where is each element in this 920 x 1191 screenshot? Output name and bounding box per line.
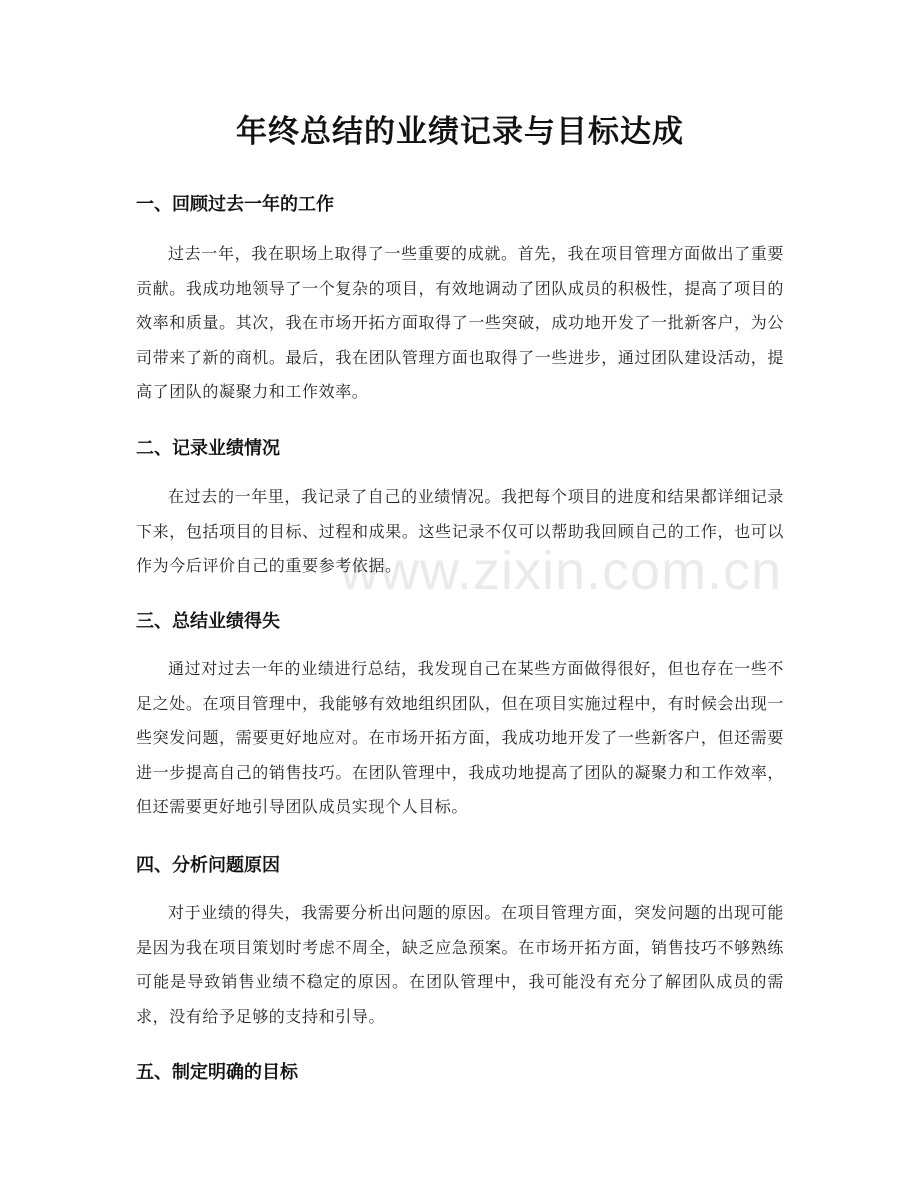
section-paragraph-2: 在过去的一年里，我记录了自己的业绩情况。我把每个项目的进度和结果都详细记录下来，包括项目的目标、过程和成果。这些记录不仅可以帮助我回顾自己的工作，也可以作为今后评价自己的重要参考依据。 <box>136 487 784 575</box>
watermark: www.zixin.com.cn <box>340 541 783 601</box>
section-paragraph-4: 对于业绩的得失，我需要分析出问题的原因。在项目管理方面，突发问题的出现可能是因为我在项目策划时考虑不周全，缺乏应急预案。在市场开拓方面，销售技巧不够熟练可能是导致销售业绩不稳定的原因。在团队管理中，我可能没有充分了解团队成员的需求，没有给予足够的支持和引导。 <box>136 903 784 1026</box>
section-heading-3: 三、总结业绩得失 <box>136 611 280 632</box>
section-heading-5: 五、制定明确的目标 <box>136 1062 298 1083</box>
section-heading-4: 四、分析问题原因 <box>136 855 280 876</box>
section-heading-2: 二、记录业绩情况 <box>136 438 280 459</box>
document-title: 年终总结的业绩记录与目标达成 <box>236 114 684 150</box>
section-paragraph-1: 过去一年，我在职场上取得了一些重要的成就。首先，我在项目管理方面做出了重要贡献。我成功地领导了一个复杂的项目，有效地调动了团队成员的积极性，提高了项目的效率和质量。其次，我在市场开拓方面取得了一些突破，成功地开发了一批新客户，为公司带来了新的商机。最后，我在团队管理方面也取得了一些进步，通过团队建设活动，提高了团队的凝聚力和工作效率。 <box>136 244 784 401</box>
section-heading-1: 一、回顾过去一年的工作 <box>136 194 334 215</box>
section-paragraph-3: 通过对过去一年的业绩进行总结，我发现自己在某些方面做得很好，但也存在一些不足之处。在项目管理中，我能够有效地组织团队，但在项目实施过程中，有时候会出现一些突发问题，需要更好地应对。在市场开拓方面，我成功地开发了一些新客户，但还需要进一步提高自己的销售技巧。在团队管理中，我成功地提高了团队的凝聚力和工作效率，但还需要更好地引导团队成员实现个人目标。 <box>136 659 784 816</box>
